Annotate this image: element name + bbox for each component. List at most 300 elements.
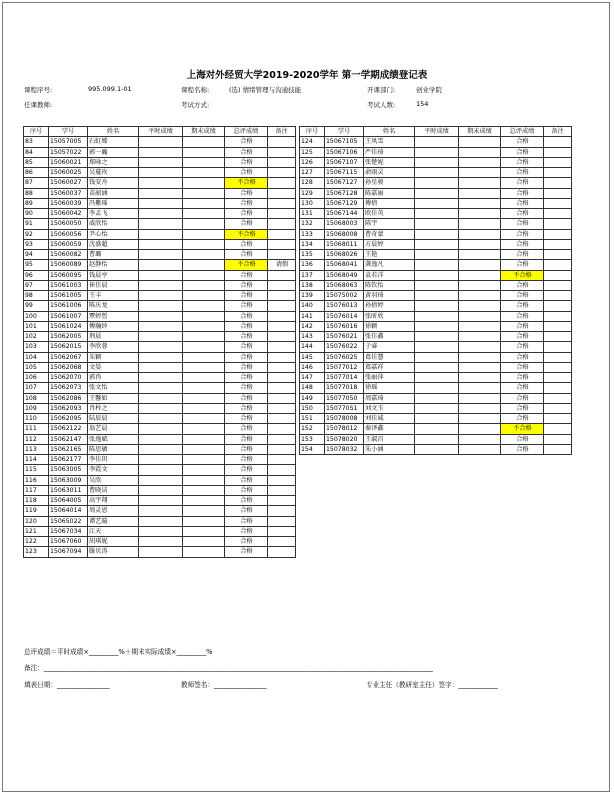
header-remark: 备注	[544, 127, 572, 137]
cell-remark	[268, 311, 296, 321]
table-row	[300, 229, 572, 239]
cell-usual-score	[139, 239, 183, 249]
cell-total-grade: 合格	[501, 352, 544, 362]
cell-name: 苗韶涵	[88, 188, 139, 198]
table-row	[24, 291, 296, 301]
cell-student-id: 15067034	[49, 526, 88, 536]
cell-name: 张逸斌	[88, 434, 139, 444]
cell-total-grade: 合格	[225, 526, 268, 536]
cell-final-score	[183, 342, 225, 352]
cell-final-score	[183, 168, 225, 178]
cell-usual-score	[415, 362, 459, 372]
cell-final-score	[183, 496, 225, 506]
table-row	[300, 342, 572, 352]
cell-final-score	[183, 260, 225, 270]
cell-student-id: 15062147	[49, 434, 88, 444]
cell-no: 92	[24, 229, 49, 239]
cell-remark	[544, 332, 572, 342]
cell-total-grade: 合格	[225, 137, 268, 147]
grade-table-left	[23, 126, 296, 558]
header-name: 姓名	[88, 127, 139, 137]
course-no-label: 课程序号:	[24, 86, 53, 94]
cell-student-id: 15062095	[49, 414, 88, 424]
cell-remark	[544, 250, 572, 260]
cell-no: 109	[24, 403, 49, 413]
cell-total-grade: 合格	[501, 373, 544, 383]
cell-remark	[544, 424, 572, 434]
cell-remark	[544, 137, 572, 147]
cell-name: 高宇翔	[88, 496, 139, 506]
cell-no: 126	[300, 157, 325, 167]
cell-usual-score	[139, 403, 183, 413]
cell-no: 117	[24, 485, 49, 495]
cell-total-grade: 合格	[501, 188, 544, 198]
cell-total-grade: 合格	[225, 168, 268, 178]
cell-student-id: 15068041	[325, 260, 364, 270]
cell-final-score	[459, 383, 501, 393]
table-row	[24, 465, 296, 475]
cell-remark	[544, 198, 572, 208]
cell-no: 140	[300, 301, 325, 311]
cell-total-grade: 合格	[501, 383, 544, 393]
cell-usual-score	[415, 352, 459, 362]
table-row	[24, 352, 296, 362]
cell-total-grade: 合格	[501, 332, 544, 342]
cell-name: 张文怡	[88, 383, 139, 393]
cell-usual-score	[139, 383, 183, 393]
cell-total-grade: 合格	[501, 147, 544, 157]
cell-name: 肖梓之	[88, 403, 139, 413]
cell-usual-score	[139, 537, 183, 547]
cell-student-id: 15060042	[49, 209, 88, 219]
cell-usual-score	[415, 168, 459, 178]
cell-student-id: 15067106	[325, 147, 364, 157]
table-row	[300, 444, 572, 454]
cell-usual-score	[415, 147, 459, 157]
table-row	[300, 403, 572, 413]
cell-total-grade: 合格	[225, 465, 268, 475]
header-final-score: 期末成绩	[183, 127, 225, 137]
cell-usual-score	[139, 506, 183, 516]
cell-student-id: 15076021	[325, 332, 364, 342]
table-row	[24, 178, 296, 188]
cell-remark	[268, 229, 296, 239]
cell-no: 154	[300, 444, 325, 454]
cell-final-score	[183, 270, 225, 280]
cell-final-score	[459, 311, 501, 321]
cell-no: 107	[24, 383, 49, 393]
cell-final-score	[459, 434, 501, 444]
cell-student-id: 15064005	[49, 496, 88, 506]
cell-no: 141	[300, 311, 325, 321]
cell-name: 曹晓洁	[88, 485, 139, 495]
cell-name: 荆晨	[88, 332, 139, 342]
cell-remark	[268, 393, 296, 403]
cell-student-id: 15068026	[325, 250, 364, 260]
cell-final-score	[459, 424, 501, 434]
cell-remark	[268, 321, 296, 331]
cell-no: 90	[24, 209, 49, 219]
cell-total-grade: 合格	[501, 137, 544, 147]
cell-total-grade: 合格	[225, 373, 268, 383]
table-row	[24, 496, 296, 506]
cell-student-id: 15061024	[49, 321, 88, 331]
cell-name: 刘佳诚	[364, 414, 415, 424]
cell-name: 刘文玉	[364, 403, 415, 413]
cell-final-score	[459, 301, 501, 311]
cell-remark	[544, 301, 572, 311]
cell-name: 戚欣怡	[88, 219, 139, 229]
cell-student-id: 15060059	[49, 239, 88, 249]
cell-final-score	[183, 506, 225, 516]
cell-remark	[544, 291, 572, 301]
cell-total-grade: 合格	[225, 280, 268, 290]
table-row	[24, 373, 296, 383]
cell-student-id: 15062067	[49, 352, 88, 362]
cell-remark	[268, 496, 296, 506]
cell-student-id: 15063005	[49, 465, 88, 475]
exam-method-label: 考试方式:	[181, 101, 210, 109]
header-usual-score: 平时成绩	[139, 127, 183, 137]
cell-name: 李霞文	[88, 465, 139, 475]
cell-name: 俞雨灵	[364, 168, 415, 178]
cell-usual-score	[139, 198, 183, 208]
cell-remark	[268, 362, 296, 372]
header-total-grade: 总评成绩	[225, 127, 268, 137]
cell-no: 95	[24, 260, 49, 270]
cell-name: 钱晨亭	[88, 270, 139, 280]
table-row	[24, 424, 296, 434]
cell-total-grade: 合格	[225, 516, 268, 526]
cell-usual-score	[415, 414, 459, 424]
cell-total-grade: 合格	[501, 229, 544, 239]
cell-usual-score	[415, 291, 459, 301]
cell-student-id: 15060021	[49, 157, 88, 167]
cell-usual-score	[415, 444, 459, 454]
cell-total-grade: 合格	[501, 291, 544, 301]
cell-remark	[268, 352, 296, 362]
cell-total-grade: 合格	[501, 403, 544, 413]
header-usual-score: 平时成绩	[415, 127, 459, 137]
cell-name: 秦泽鑫	[364, 424, 415, 434]
cell-total-grade: 不合格	[225, 260, 268, 270]
cell-total-grade: 合格	[225, 537, 268, 547]
cell-remark	[544, 168, 572, 178]
cell-final-score	[183, 414, 225, 424]
cell-student-id: 15068063	[325, 280, 364, 290]
cell-usual-score	[139, 332, 183, 342]
cell-total-grade: 合格	[225, 506, 268, 516]
cell-total-grade: 合格	[225, 332, 268, 342]
cell-student-id: 15077018	[325, 383, 364, 393]
cell-remark	[544, 403, 572, 413]
cell-final-score	[183, 137, 225, 147]
cell-total-grade: 合格	[225, 301, 268, 311]
table-row	[24, 362, 296, 372]
cell-remark	[268, 526, 296, 536]
table-header-row	[300, 127, 572, 137]
cell-student-id: 15067128	[325, 188, 364, 198]
cell-remark	[268, 414, 296, 424]
cell-remark	[544, 178, 572, 188]
cell-usual-score	[139, 547, 183, 557]
cell-remark	[268, 280, 296, 290]
cell-student-id: 15068008	[325, 229, 364, 239]
cell-no: 89	[24, 198, 49, 208]
cell-no: 108	[24, 393, 49, 403]
cell-name: 曹奇蒙	[364, 229, 415, 239]
cell-final-score	[183, 373, 225, 383]
table-row	[24, 270, 296, 280]
cell-final-score	[183, 250, 225, 260]
cell-no: 143	[300, 332, 325, 342]
cell-no: 150	[300, 403, 325, 413]
cell-student-id: 15063009	[49, 475, 88, 485]
cell-total-grade: 不合格	[501, 424, 544, 434]
cell-remark	[268, 147, 296, 157]
table-row	[24, 198, 296, 208]
cell-total-grade: 合格	[501, 362, 544, 372]
cell-final-score	[183, 537, 225, 547]
table-row	[300, 168, 572, 178]
cell-total-grade: 合格	[501, 434, 544, 444]
teacher-signature: 教师签名：________________	[181, 681, 267, 689]
cell-total-grade: 合格	[225, 475, 268, 485]
cell-remark	[544, 209, 572, 219]
cell-name: 陈宇	[364, 219, 415, 229]
cell-remark	[268, 188, 296, 198]
table-row	[24, 455, 296, 465]
cell-usual-score	[415, 434, 459, 444]
cell-name: 冯紫瑶	[88, 198, 139, 208]
cell-student-id: 15062068	[49, 362, 88, 372]
cell-remark	[544, 414, 572, 424]
cell-remark	[544, 362, 572, 372]
cell-final-score	[183, 301, 225, 311]
cell-usual-score	[139, 291, 183, 301]
cell-usual-score	[415, 373, 459, 383]
cell-no: 119	[24, 506, 49, 516]
cell-no: 99	[24, 301, 49, 311]
cell-final-score	[183, 403, 225, 413]
cell-name: 曹璐	[88, 250, 139, 260]
cell-student-id: 15062086	[49, 393, 88, 403]
cell-no: 132	[300, 219, 325, 229]
cell-total-grade: 合格	[225, 403, 268, 413]
cell-remark	[268, 332, 296, 342]
cell-no: 124	[300, 137, 325, 147]
cell-usual-score	[139, 209, 183, 219]
cell-total-grade: 合格	[225, 352, 268, 362]
table-row	[300, 280, 572, 290]
cell-final-score	[459, 188, 501, 198]
table-row	[300, 373, 572, 383]
table-row	[24, 250, 296, 260]
cell-name: 欧佳英	[364, 209, 415, 219]
table-row	[300, 414, 572, 424]
cell-final-score	[183, 485, 225, 495]
cell-total-grade: 合格	[501, 393, 544, 403]
cell-total-grade: 合格	[225, 219, 268, 229]
cell-usual-score	[139, 229, 183, 239]
cell-final-score	[459, 444, 501, 454]
cell-usual-score	[139, 260, 183, 270]
table-row	[300, 250, 572, 260]
cell-usual-score	[415, 157, 459, 167]
table-row	[300, 219, 572, 229]
grade-table-right	[299, 126, 572, 455]
cell-remark	[544, 373, 572, 383]
cell-no: 105	[24, 362, 49, 372]
cell-usual-score	[415, 229, 459, 239]
cell-remark	[268, 178, 296, 188]
cell-name: 黄羽琦	[364, 291, 415, 301]
cell-name: 郭一巍	[88, 147, 139, 157]
cell-usual-score	[415, 280, 459, 290]
cell-total-grade: 合格	[501, 250, 544, 260]
cell-name: 王淑昌	[364, 434, 415, 444]
cell-student-id: 15061006	[49, 301, 88, 311]
fill-date: 填表日期：________________	[24, 681, 110, 689]
cell-no: 149	[300, 393, 325, 403]
cell-name: 袁若洋	[364, 270, 415, 280]
cell-remark	[544, 352, 572, 362]
cell-usual-score	[415, 301, 459, 311]
director-signature: 专业主任（教研室主任）签字：____________	[366, 681, 498, 689]
cell-final-score	[459, 260, 501, 270]
cell-final-score	[183, 311, 225, 321]
cell-usual-score	[415, 311, 459, 321]
cell-no: 129	[300, 188, 325, 198]
cell-usual-score	[415, 342, 459, 352]
cell-name: 孙星骏	[364, 178, 415, 188]
cell-final-score	[459, 270, 501, 280]
cell-student-id: 15067060	[49, 537, 88, 547]
cell-remark	[268, 198, 296, 208]
cell-student-id: 15062073	[49, 383, 88, 393]
table-row	[24, 547, 296, 557]
cell-total-grade: 合格	[501, 342, 544, 352]
cell-remark	[268, 424, 296, 434]
table-row	[24, 260, 296, 270]
cell-final-score	[459, 178, 501, 188]
cell-total-grade: 合格	[225, 270, 268, 280]
cell-name: 郭冉	[88, 373, 139, 383]
cell-usual-score	[139, 526, 183, 536]
cell-name: 翁艺晨	[88, 424, 139, 434]
cell-name: 滕贝涛	[88, 547, 139, 557]
cell-total-grade: 合格	[225, 424, 268, 434]
cell-remark	[544, 311, 572, 321]
cell-student-id: 15063011	[49, 485, 88, 495]
cell-no: 96	[24, 270, 49, 280]
cell-no: 127	[300, 168, 325, 178]
cell-name: 郑咏之	[88, 157, 139, 167]
table-row	[300, 383, 572, 393]
cell-name: 李佳玥	[88, 455, 139, 465]
cell-usual-score	[415, 137, 459, 147]
cell-total-grade: 合格	[501, 260, 544, 270]
cell-usual-score	[415, 219, 459, 229]
table-row	[24, 209, 296, 219]
cell-no: 111	[24, 424, 49, 434]
cell-student-id: 15060027	[49, 178, 88, 188]
cell-final-score	[183, 455, 225, 465]
cell-total-grade: 合格	[225, 311, 268, 321]
cell-final-score	[183, 321, 225, 331]
cell-student-id: 15067094	[49, 547, 88, 557]
cell-remark	[268, 444, 296, 454]
cell-name: 于睿	[364, 342, 415, 352]
cell-final-score	[183, 157, 225, 167]
dept-value: 创业学院	[416, 86, 442, 94]
cell-final-score	[459, 352, 501, 362]
course-name-label: 课程名称:	[181, 86, 210, 94]
cell-total-grade: 合格	[225, 444, 268, 454]
cell-remark	[544, 239, 572, 249]
cell-total-grade: 合格	[225, 321, 268, 331]
cell-name: 张丽萍	[364, 373, 415, 383]
cell-student-id: 15077050	[325, 393, 364, 403]
cell-remark	[268, 168, 296, 178]
table-row	[24, 342, 296, 352]
cell-student-id: 15067129	[325, 198, 364, 208]
cell-remark	[544, 229, 572, 239]
cell-no: 137	[300, 270, 325, 280]
grade-formula: 总评成绩＝平时成绩×_________%＋期末实际成绩×_________%	[24, 648, 213, 656]
cell-usual-score	[139, 434, 183, 444]
cell-usual-score	[139, 188, 183, 198]
cell-no: 118	[24, 496, 49, 506]
cell-name: 葛佳慧	[364, 352, 415, 362]
cell-no: 106	[24, 373, 49, 383]
table-row	[300, 352, 572, 362]
cell-student-id: 15077012	[325, 362, 364, 372]
cell-final-score	[459, 198, 501, 208]
cell-student-id: 15061005	[49, 291, 88, 301]
cell-remark	[268, 516, 296, 526]
table-row	[300, 137, 572, 147]
cell-final-score	[183, 547, 225, 557]
table-row	[24, 393, 296, 403]
cell-usual-score	[139, 455, 183, 465]
cell-remark	[268, 465, 296, 475]
cell-total-grade: 合格	[501, 414, 544, 424]
cell-student-id: 15077051	[325, 403, 364, 413]
cell-name: 张楚妮	[364, 157, 415, 167]
cell-final-score	[183, 198, 225, 208]
cell-name: 周嘉琦	[364, 393, 415, 403]
cell-final-score	[459, 157, 501, 167]
header-student-id: 学号	[325, 127, 364, 137]
cell-remark	[544, 157, 572, 167]
cell-student-id: 15076025	[325, 352, 364, 362]
table-row	[300, 270, 572, 280]
cell-usual-score	[139, 465, 183, 475]
cell-usual-score	[139, 352, 183, 362]
table-row	[24, 403, 296, 413]
cell-remark	[268, 270, 296, 280]
cell-remark	[268, 157, 296, 167]
cell-no: 114	[24, 455, 49, 465]
table-row	[300, 198, 572, 208]
cell-student-id: 15068011	[325, 239, 364, 249]
cell-final-score	[459, 229, 501, 239]
cell-student-id: 15067105	[325, 137, 364, 147]
cell-name: 王凤雪	[364, 137, 415, 147]
cell-remark	[268, 137, 296, 147]
cell-total-grade: 合格	[501, 209, 544, 219]
